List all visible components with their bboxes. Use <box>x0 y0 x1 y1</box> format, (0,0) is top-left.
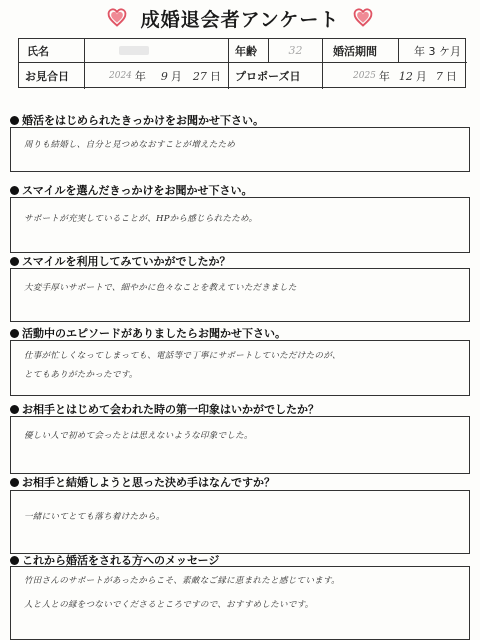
age-label: 年齢 <box>229 39 269 63</box>
question-label: 婚活をはじめられたきっかけをお聞かせ下さい。 <box>10 112 264 128</box>
answer-line: サポートが充実していることが、HPから感じられたため。 <box>24 214 258 224</box>
propose-day-unit: 日 <box>445 70 457 83</box>
propose-label: プロポーズ日 <box>229 63 323 89</box>
meet-month-unit: 月 <box>170 70 182 83</box>
answer-line: 優しい人で初めて会ったとは思えないような印象でした。 <box>24 431 253 441</box>
answer-line: とてもありがたかったです。 <box>24 370 138 380</box>
propose-month: 12 <box>398 69 413 83</box>
meet-year: 2024 <box>109 71 132 81</box>
name-redacted <box>119 46 149 55</box>
answer-box <box>10 490 470 554</box>
propose-year: 2025 <box>353 71 376 81</box>
answer-line: 周りも結婚し、自分と見つめなおすことが増えたため <box>24 140 236 150</box>
answer-line: 竹田さんのサポートがあったからこそ、素敵なご縁に恵まれたと感じています。 <box>24 576 340 586</box>
title-row <box>0 4 480 32</box>
page-title: 成婚退会者アンケート <box>140 8 340 31</box>
meet-label: お見合日 <box>19 63 85 89</box>
question-label: お相手とはじめて会われた時の第一印象はいかがでしたか？ <box>10 401 319 417</box>
answer-line: 仕事が忙しくなってしまっても、電話等で丁寧にサポートしていただけたのが、 <box>24 351 341 361</box>
name-field <box>85 39 229 63</box>
period-label: 婚活期間 <box>323 39 399 63</box>
meet-day: 27 <box>192 69 207 83</box>
heart-icon <box>353 8 373 28</box>
answer-line: 大変手厚いサポートで、細やかに色々なことを教えていただきました <box>24 283 297 293</box>
question-label: スマイルを選んだきっかけをお聞かせ下さい。 <box>10 182 253 198</box>
meet-date <box>85 63 229 89</box>
name-label: 氏名 <box>19 39 85 63</box>
meet-day-unit: 日 <box>209 70 221 83</box>
answer-box <box>10 268 470 322</box>
answer-box <box>10 416 470 474</box>
question-label: 活動中のエピソードがありましたらお聞かせ下さい。 <box>10 325 286 341</box>
propose-month-unit: 月 <box>415 70 427 83</box>
age-value: 32 <box>269 39 323 63</box>
meet-year-unit: 年 <box>134 70 146 83</box>
heart-icon <box>107 8 127 28</box>
question-label: お相手と結婚しようと思った決め手はなんですか？ <box>10 474 275 490</box>
question-label: スマイルを利用してみていかがでしたか？ <box>10 253 231 269</box>
question-label: これから婚活をされる方へのメッセージ <box>10 552 219 568</box>
meet-month: 9 <box>160 69 168 83</box>
info-table <box>18 38 466 88</box>
period-value: 年 3 ケ月 <box>399 39 467 63</box>
answer-box <box>10 197 470 253</box>
answer-line: 一緒にいてとても落ち着けたから。 <box>24 512 165 522</box>
answer-line: 人と人との縁をつないでくださるところですので、おすすめしたいです。 <box>24 600 314 610</box>
propose-date <box>323 63 467 89</box>
propose-year-unit: 年 <box>378 70 390 83</box>
propose-day: 7 <box>435 69 443 83</box>
